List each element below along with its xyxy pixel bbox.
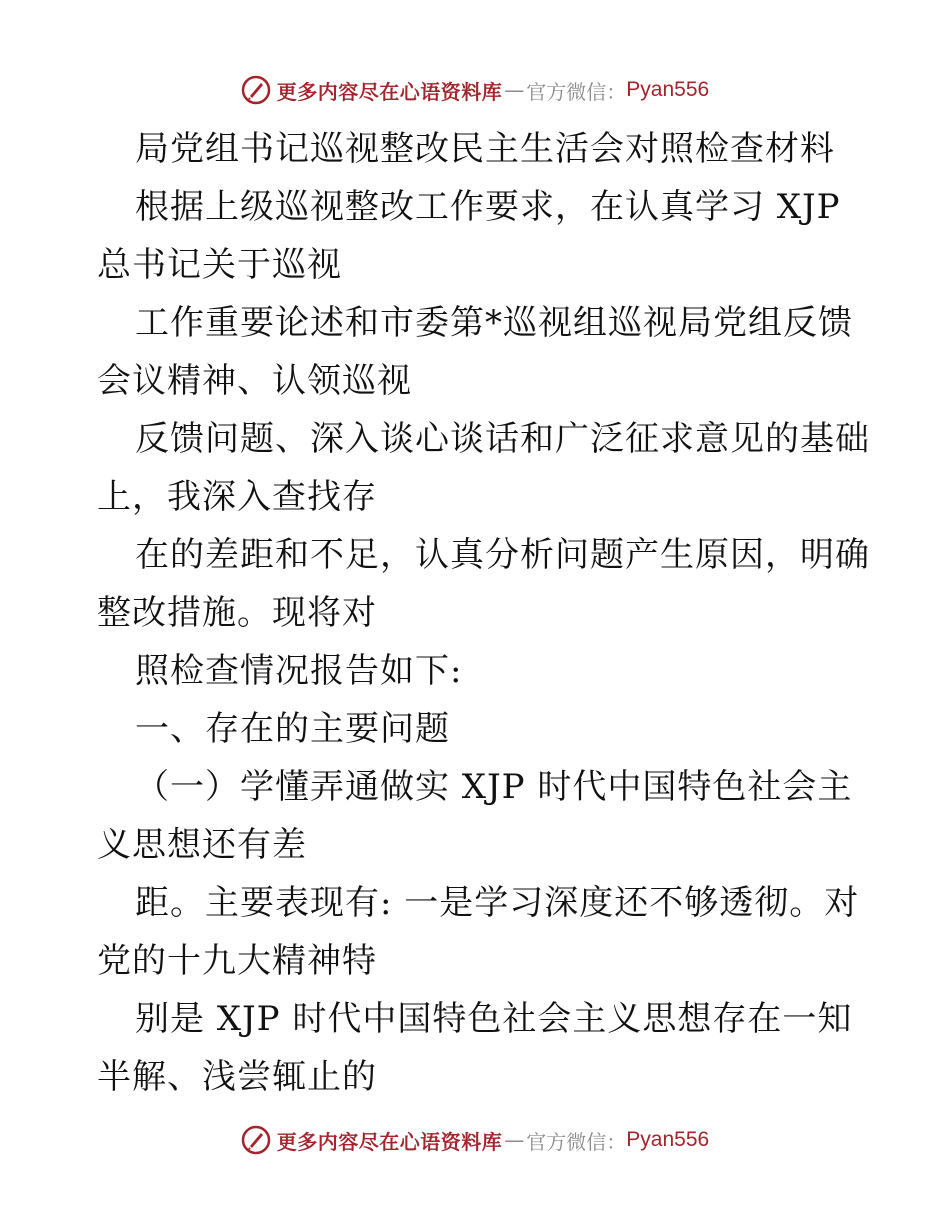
paragraph-line: 整改措施。现将对 xyxy=(97,593,377,633)
paragraph-line: 距。主要表现有: 一是学习深度还不够透彻。对 xyxy=(135,883,860,923)
banner-slogan: 更多内容尽在心语资料库 xyxy=(276,1129,503,1154)
banner-wechat-label: 官方微信： xyxy=(526,1129,627,1154)
subsection-heading-line: 义思想还有差 xyxy=(97,825,307,865)
paragraph-line: 总书记关于巡视 xyxy=(97,245,342,285)
banner-wechat-id: Pyan556 xyxy=(626,1128,710,1151)
document-title: 局党组书记巡视整改民主生活会对照检查材料 xyxy=(135,129,835,169)
paragraph-line: 在的差距和不足，认真分析问题产生原因，明确 xyxy=(135,535,870,575)
paragraph-line: 会议精神、认领巡视 xyxy=(97,361,412,401)
banner-dash: — xyxy=(504,78,525,102)
paragraph-line: 工作重要论述和市委第*巡视组巡视局党组反馈 xyxy=(135,303,853,343)
paragraph-line: 半解、浅尝辄止的 xyxy=(97,1057,377,1097)
paragraph-line: 反馈问题、深入谈心谈话和广泛征求意见的基础 xyxy=(135,419,870,459)
section-heading: 一、存在的主要问题 xyxy=(135,709,450,749)
header-watermark-banner xyxy=(0,70,950,110)
paragraph-line: 上，我深入查找存 xyxy=(97,477,377,517)
paragraph-line: 党的十九大精神特 xyxy=(97,941,377,981)
banner-dash: — xyxy=(504,1128,525,1152)
paragraph-line: 照检查情况报告如下: xyxy=(135,651,463,691)
subsection-heading-line: （一）学懂弄通做实 XJP 时代中国特色社会主 xyxy=(135,767,853,807)
banner-slogan: 更多内容尽在心语资料库 xyxy=(276,79,503,104)
paragraph-line: 根据上级巡视整改工作要求，在认真学习 XJP xyxy=(135,187,841,227)
paragraph-line: 别是 XJP 时代中国特色社会主义思想存在一知 xyxy=(135,999,853,1039)
banner-wechat-id: Pyan556 xyxy=(626,78,710,101)
seal-logo-icon xyxy=(241,1125,271,1155)
seal-logo-icon xyxy=(241,75,271,105)
footer-watermark-banner xyxy=(0,1120,950,1160)
banner-wechat-label: 官方微信： xyxy=(526,79,627,104)
